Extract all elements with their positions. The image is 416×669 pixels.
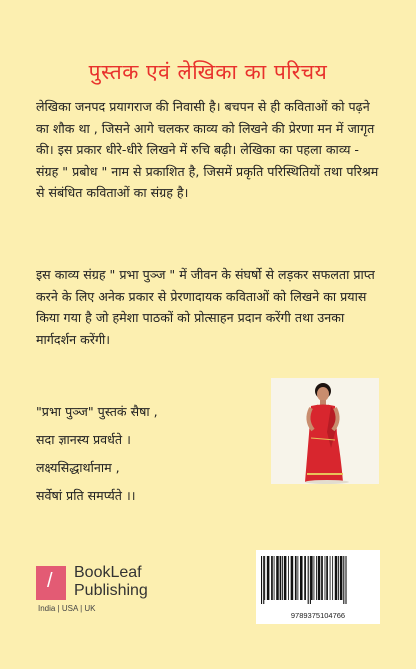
publisher-logo xyxy=(36,562,196,622)
barcode-image xyxy=(256,550,380,606)
isbn-barcode xyxy=(256,550,380,624)
page-title: पुस्तक एवं लेखिका का परिचय xyxy=(88,60,328,84)
publisher-name-line2: Publishing xyxy=(74,582,148,599)
publisher-regions: India | USA | UK xyxy=(38,604,96,613)
isbn-number: 9789375104766 xyxy=(290,611,346,620)
author-intro-paragraph: लेखिका जनपद प्रयागराज की निवासी है। बचपन से ही कविताओं को पढ़ने का शौक था , जिसने आगे चलकर काव्य को लिखने की प्रेरणा मन में जागृत की। इस प्रकार धीरे-धीरे लिखने में रुचि बढ़ी। लेखिका का पहला काव्य - संग्रह " प्रबोध " नाम से प्रकाशित है, जिसमें प्रकृति परिस्थितियों तथा परिश्रम से संबंधित कविताओं का संग्रह है। xyxy=(36,99,379,201)
verse-line: सर्वेषां प्रति समर्प्यते ।। xyxy=(36,488,136,503)
author-photo xyxy=(271,378,379,484)
verse-line: "प्रभा पुञ्ज" पुस्तकं सैषा , xyxy=(36,404,158,419)
publisher-mark-glyph: / xyxy=(47,570,53,592)
publisher-name-line1: BookLeaf xyxy=(74,564,142,581)
verse-line: सदा ज्ञानस्य प्रवर्धते । xyxy=(36,432,131,447)
sanskrit-verse xyxy=(36,398,266,510)
verse-line: लक्ष्यसिद्धार्थानाम , xyxy=(36,460,120,475)
author-portrait-image xyxy=(271,378,379,484)
book-intro-paragraph: इस काव्य संग्रह " प्रभा पुञ्ज " में जीवन के संघर्षो से लड़कर सफलता प्राप्त करने के लिए अनेक प्रकार से प्रेरणादायक कविताओं को लिखने का प्रयास किया गया है जो हमेशा पाठकों को प्रोत्साहन प्रदान करेंगी तथा उनका मार्गदर्शन करेंगी। xyxy=(36,267,375,347)
